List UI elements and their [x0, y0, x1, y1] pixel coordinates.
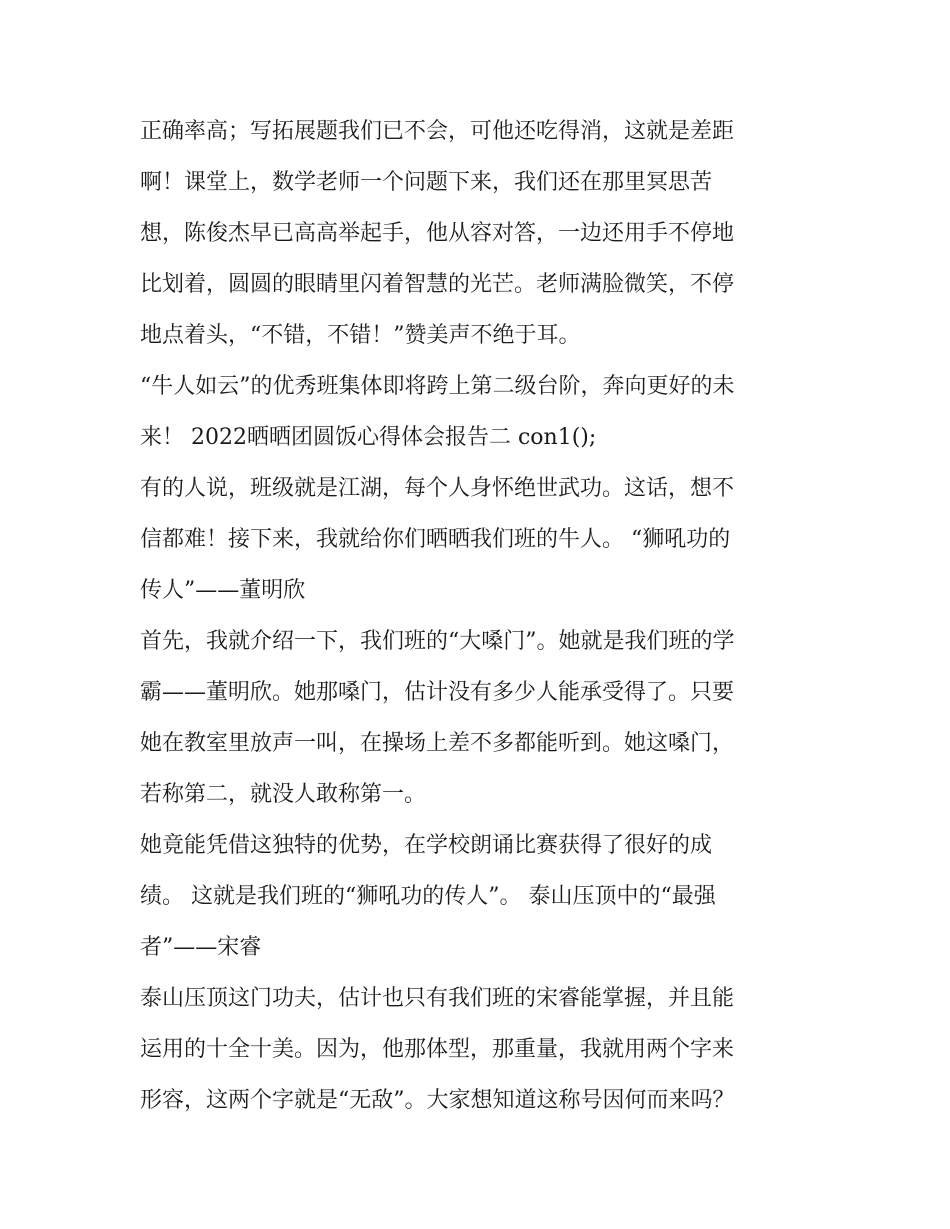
text-line: 地点着头，“不错，不错！”赞美声不绝于耳。: [140, 323, 581, 348]
text-line: 首先，我就介绍一下，我们班的“大嗓门”。她就是我们班的学: [140, 629, 735, 654]
text-line: 泰山压顶这门功夫，估计也只有我们班的宋睿能掌握，并且能: [140, 986, 735, 1011]
document-body: [140, 106, 815, 1126]
text-line: 啊！课堂上，数学老师一个问题下来，我们还在那里冥思苦: [140, 170, 713, 195]
text-line: 她竟能凭借这独特的优势，在学校朗诵比赛获得了很好的成: [140, 833, 713, 858]
text-line: 信都难！接下来，我就给你们晒晒我们班的牛人。 “狮吼功的: [140, 527, 731, 552]
text-line: 霸——董明欣。她那嗓门，估计没有多少人能承受得了。只要: [140, 680, 735, 705]
text-line: 绩。 这就是我们班的“狮吼功的传人”。 泰山压顶中的“最强: [140, 884, 716, 909]
text-line: 运用的十全十美。因为，他那体型，那重量，我就用两个字来: [140, 1037, 735, 1062]
text-line: 形容，这两个字就是“无敌”。大家想知道这称号因何而来吗？: [140, 1088, 735, 1113]
text-line: “牛人如云”的优秀班集体即将跨上第二级台阶，奔向更好的未: [140, 374, 735, 399]
text-line: 想，陈俊杰早已高高举起手，他从容对答，一边还用手不停地: [140, 221, 735, 246]
text-line: 有的人说，班级就是江湖，每个人身怀绝世武功。这话，想不: [140, 476, 735, 501]
text-line: 者”——宋睿: [140, 935, 262, 960]
text-line: 传人”——董明欣: [140, 578, 306, 603]
text-line: 正确率高；写拓展题我们已不会，可他还吃得消，这就是差距: [140, 119, 735, 144]
text-line: 比划着，圆圆的眼睛里闪着智慧的光芒。老师满脸微笑，不停: [140, 272, 735, 297]
text-line: 她在教室里放声一叫，在操场上差不多都能听到。她这嗓门，: [140, 731, 735, 756]
text-line: 若称第二，就没人敢称第一。: [140, 782, 427, 807]
text-line: 来！ 2022晒晒团圆饭心得体会报告二 con1();: [140, 425, 597, 450]
